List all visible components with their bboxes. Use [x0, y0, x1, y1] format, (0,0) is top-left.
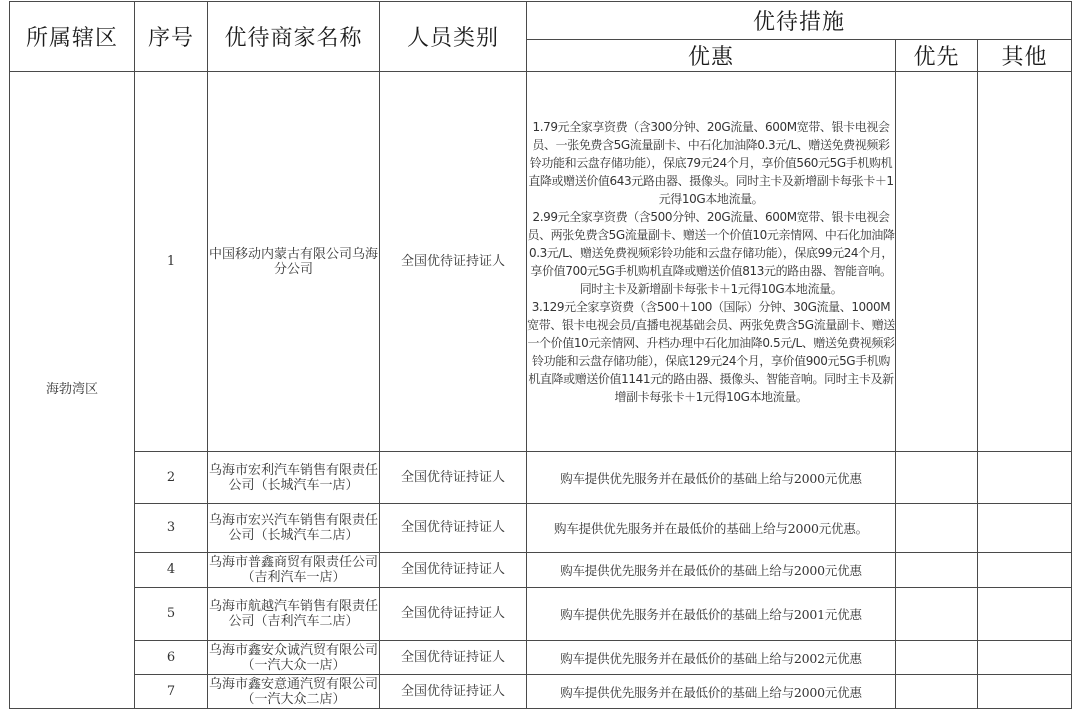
seq-cell: 2 [135, 452, 208, 504]
table-row [10, 452, 1072, 504]
priority-cell [896, 452, 978, 504]
header-discount: 优惠 [527, 40, 896, 72]
category-cell: 全国优待证持证人 [380, 504, 527, 553]
header-category: 人员类别 [380, 2, 527, 72]
category-cell: 全国优待证持证人 [380, 72, 527, 452]
benefit-paragraph: 3.129元全家享资费（含500＋100（国际）分钟、30G流量、1000M宽带、银卡电视会员/直播电视基础会员、两张免费含5G流量副卡、赠送一个价值10元亲情网、升档办理中石化加油降0.5元/L、赠送免费视频彩铃功能和云盘存储功能），保底129元24个月，享价值900元5G手机购机直降或赠送价值1141元的路由器、摄像头、智能音响。同时主卡及新增副卡每张卡＋1元得10G本地流量。 [527, 299, 895, 404]
priority-cell [896, 675, 978, 709]
merchant-cell: 中国移动内蒙古有限公司乌海分公司 [208, 72, 380, 452]
benefit-cell: 购车提供优先服务并在最低价的基础上给与2001元优惠 [527, 588, 896, 641]
category-cell: 全国优待证持证人 [380, 675, 527, 709]
category-cell: 全国优待证持证人 [380, 553, 527, 588]
merchant-cell: 乌海市鑫安众诚汽贸有限公司（一汽大众一店） [208, 642, 378, 673]
header-other: 其他 [978, 40, 1072, 72]
district-cell: 海勃湾区 [10, 72, 135, 709]
benefit-paragraph: 2.99元全家享资费（含500分钟、20G流量、600M宽带、银卡电视会员、两张免费含5G流量副卡、赠送一个价值10元亲情网、中石化加油降0.3元/L、赠送免费视频彩铃功能和云盘存储功能），保底99元24个月，享价值700元5G手机购机直降或赠送价值813元的路由器、智能音响。同时主卡及新增副卡每张卡＋1元得10G本地流量。 [527, 209, 895, 296]
header-seq: 序号 [135, 2, 208, 72]
other-cell [978, 452, 1072, 504]
other-cell [978, 72, 1072, 452]
benefit-cell: 购车提供优先服务并在最低价的基础上给与2000元优惠 [527, 675, 896, 709]
table-row [10, 504, 1072, 553]
benefit-cell: 购车提供优先服务并在最低价的基础上给与2002元优惠 [527, 641, 896, 675]
other-cell [978, 675, 1072, 709]
priority-cell [896, 588, 978, 641]
table-row [10, 675, 1072, 709]
seq-cell: 6 [135, 641, 208, 675]
priority-cell [896, 72, 978, 452]
category-cell: 全国优待证持证人 [380, 588, 527, 641]
table-row [10, 72, 1072, 452]
priority-cell [896, 641, 978, 675]
other-cell [978, 553, 1072, 588]
seq-cell: 3 [135, 504, 208, 553]
benefit-cell: 购车提供优先服务并在最低价的基础上给与2000元优惠。 [527, 504, 896, 553]
benefit-cell: 购车提供优先服务并在最低价的基础上给与2000元优惠 [527, 452, 896, 504]
header-merchant: 优待商家名称 [208, 2, 380, 72]
merchant-cell: 乌海市普鑫商贸有限责任公司（吉利汽车一店） [208, 553, 380, 588]
benefit-cell: 购车提供优先服务并在最低价的基础上给与2000元优惠 [527, 553, 896, 588]
category-cell: 全国优待证持证人 [380, 452, 527, 504]
benefit-cell [527, 72, 896, 452]
priority-cell [896, 504, 978, 553]
seq-cell: 7 [135, 675, 208, 709]
seq-cell: 4 [135, 553, 208, 588]
header-priority: 优先 [896, 40, 978, 72]
other-cell [978, 641, 1072, 675]
table-row [10, 588, 1072, 641]
other-cell [978, 588, 1072, 641]
merchant-cell: 乌海市航越汽车销售有限责任公司（吉利汽车二店） [208, 588, 380, 641]
table-row [10, 641, 1072, 675]
merchant-cell: 乌海市鑫安意通汽贸有限公司（一汽大众二店） [208, 676, 378, 707]
benefits-table [9, 1, 1072, 709]
other-cell [978, 504, 1072, 553]
priority-cell [896, 553, 978, 588]
merchant-cell: 乌海市宏利汽车销售有限责任公司（长城汽车一店） [208, 452, 380, 504]
header-district: 所属辖区 [10, 2, 135, 72]
seq-cell: 1 [135, 72, 208, 452]
seq-cell: 5 [135, 588, 208, 641]
table-row [10, 553, 1072, 588]
benefit-paragraph: 1.79元全家享资费（含300分钟、20G流量、600M宽带、银卡电视会员、一张免费含5G流量副卡、中石化加油降0.3元/L、赠送免费视频彩铃功能和云盘存储功能），保底79元24个月，享价值560元5G手机购机直降或赠送价值643元路由器、摄像头。同时主卡及新增副卡每张卡＋1元得10G本地流量。 [528, 119, 894, 206]
header-measures: 优待措施 [527, 2, 1072, 40]
category-cell: 全国优待证持证人 [380, 641, 527, 675]
merchant-cell: 乌海市宏兴汽车销售有限责任公司（长城汽车二店） [208, 504, 380, 553]
